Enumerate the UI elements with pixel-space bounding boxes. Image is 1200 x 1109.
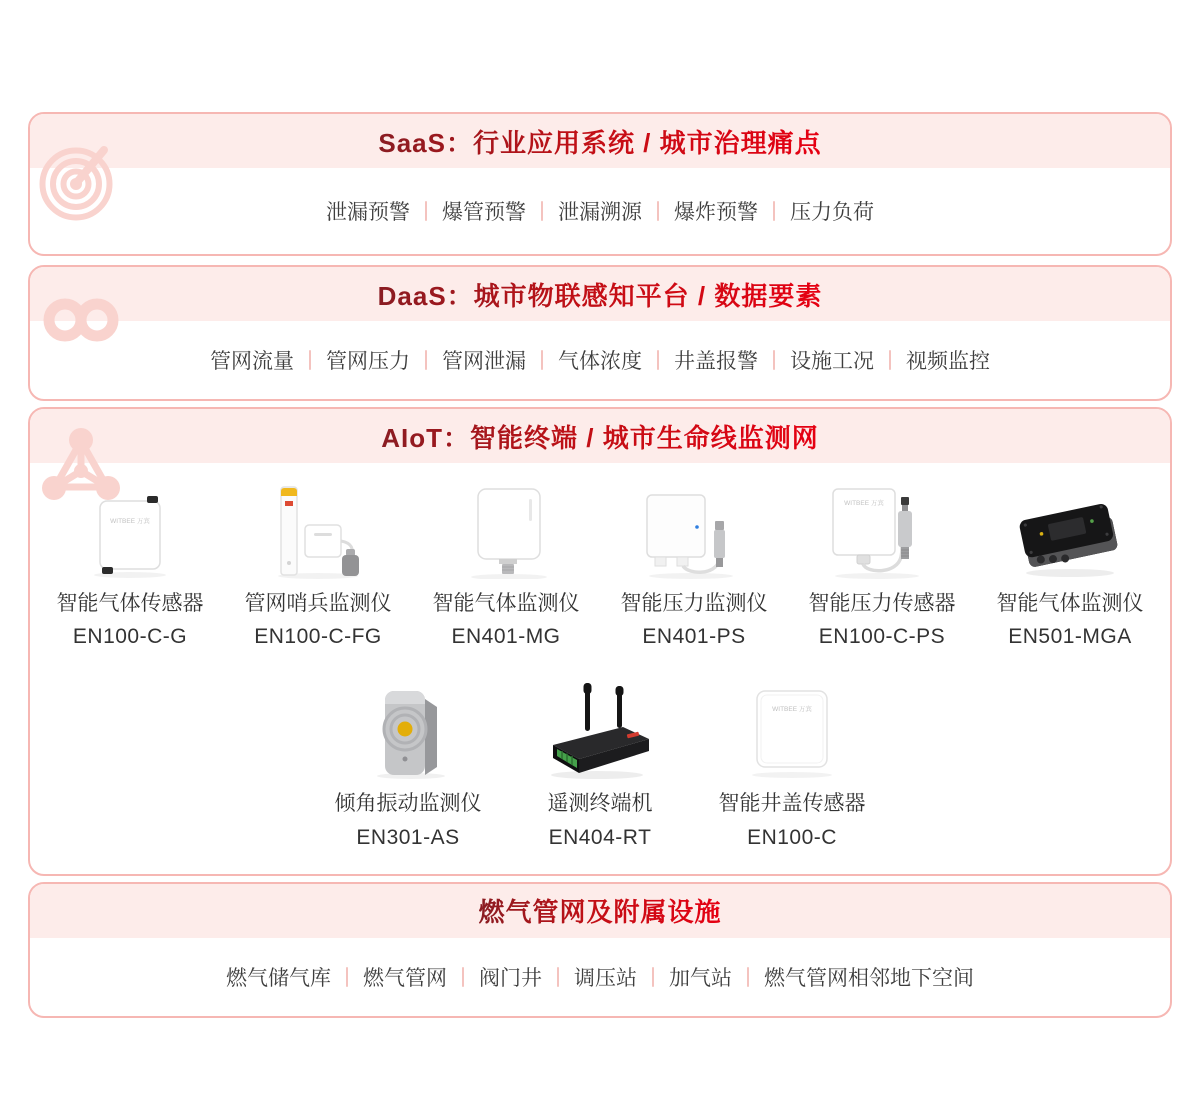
device-en404-rt-image	[504, 683, 696, 779]
infra-header-band	[30, 884, 1170, 938]
saas-header-band	[30, 114, 1170, 168]
product-name: 管网哨兵监测仪	[244, 592, 392, 615]
saas-item: 泄漏溯源	[558, 201, 642, 224]
item-separator	[541, 201, 543, 221]
product-name: 智能气体传感器	[56, 592, 204, 615]
product-name: 智能压力监测仪	[620, 592, 768, 615]
device-en501-mga-image	[976, 483, 1164, 579]
daas-item: 管网泄漏	[442, 350, 526, 373]
item-separator	[346, 967, 348, 987]
aiot-header-band	[30, 409, 1170, 463]
product-model: EN100-C	[747, 825, 837, 849]
daas-item: 管网流量	[210, 350, 294, 373]
infra-item: 加气站	[669, 966, 732, 990]
item-separator	[747, 967, 749, 987]
product-card	[36, 483, 224, 649]
aiot-title: AIoT：智能终端 / 城市生命线监测网	[381, 418, 818, 455]
product-name: 智能气体监测仪	[996, 592, 1144, 615]
product-name: 智能压力传感器	[808, 592, 956, 615]
saas-item: 爆管预警	[442, 201, 526, 224]
panel-aiot	[28, 407, 1172, 876]
product-card	[312, 683, 504, 849]
aiot-products-row-2	[30, 683, 1170, 873]
item-separator	[557, 967, 559, 987]
product-model: EN100-C-G	[72, 625, 188, 649]
product-name: 智能气体监测仪	[432, 592, 580, 615]
aiot-products-row-1	[30, 463, 1170, 649]
panel-saas	[28, 112, 1172, 256]
item-separator	[652, 967, 654, 987]
item-separator	[425, 201, 427, 221]
saas-item: 压力负荷	[790, 201, 874, 224]
saas-title: SaaS：行业应用系统 / 城市治理痛点	[378, 123, 821, 160]
saas-items-row	[30, 168, 1170, 254]
product-card	[412, 483, 600, 649]
product-model: EN100-C-FG	[254, 625, 382, 649]
device-en301-as-image	[312, 683, 504, 779]
product-card	[788, 483, 976, 649]
item-separator	[541, 350, 543, 370]
device-en100-c-image	[696, 683, 888, 779]
item-separator	[309, 350, 311, 370]
product-card	[696, 683, 888, 849]
product-name: 智能井盖传感器	[718, 792, 866, 816]
device-en100-c-fg-image	[224, 483, 412, 579]
product-card	[600, 483, 788, 649]
product-model: EN404-RT	[548, 825, 652, 849]
panel-daas	[28, 265, 1172, 401]
device-en100-c-ps-image	[788, 483, 976, 579]
product-model: EN401-PS	[642, 625, 746, 649]
infra-item: 燃气管网	[363, 966, 447, 990]
daas-item: 管网压力	[326, 350, 410, 373]
daas-item: 视频监控	[906, 350, 990, 373]
item-separator	[773, 350, 775, 370]
device-brand-mark: WITBEE 万宾	[844, 500, 884, 507]
product-name: 遥测终端机	[547, 792, 653, 816]
item-separator	[657, 350, 659, 370]
panel-infra	[28, 882, 1172, 1018]
item-separator	[773, 201, 775, 221]
product-model: EN301-AS	[356, 825, 460, 849]
saas-item: 泄漏预警	[326, 201, 410, 224]
daas-title: DaaS：城市物联感知平台 / 数据要素	[378, 276, 823, 313]
infra-title: 燃气管网及附属设施	[478, 892, 721, 929]
item-separator	[889, 350, 891, 370]
device-brand-mark: WITBEE 万宾	[110, 518, 150, 525]
infra-item: 燃气储气库	[226, 966, 331, 990]
saas-item: 爆炸预警	[674, 201, 758, 224]
item-separator	[657, 201, 659, 221]
product-model: EN401-MG	[451, 625, 561, 649]
product-model: EN501-MGA	[1008, 625, 1132, 649]
device-brand-mark: WITBEE 万宾	[772, 706, 812, 714]
product-model: EN100-C-PS	[818, 625, 946, 649]
product-card	[976, 483, 1164, 649]
daas-items-row	[30, 321, 1170, 399]
product-card	[504, 683, 696, 849]
infra-item: 燃气管网相邻地下空间	[764, 966, 974, 990]
infra-items-row	[30, 938, 1170, 1016]
infra-item: 阀门井	[479, 966, 542, 990]
device-en100-c-g-image	[36, 483, 224, 579]
daas-header-band	[30, 267, 1170, 321]
device-en401-ps-image	[600, 483, 788, 579]
item-separator	[425, 350, 427, 370]
infra-item: 调压站	[574, 966, 637, 990]
product-card	[224, 483, 412, 649]
daas-item: 气体浓度	[558, 350, 642, 373]
device-en401-mg-image	[412, 483, 600, 579]
product-name: 倾角振动监测仪	[334, 792, 482, 816]
daas-item: 井盖报警	[674, 350, 758, 373]
daas-item: 设施工况	[790, 350, 874, 373]
item-separator	[462, 967, 464, 987]
